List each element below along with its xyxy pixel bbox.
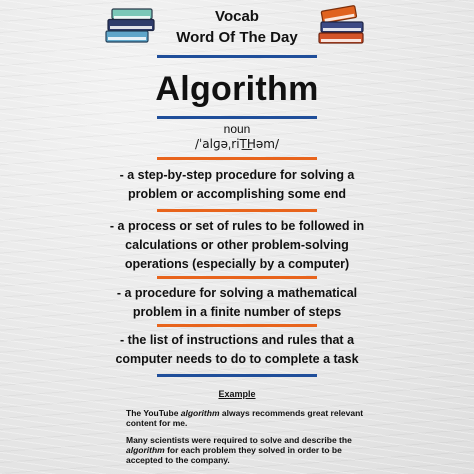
part-of-speech: noun	[223, 122, 251, 136]
definition-line: problem or accomplishing some end	[127, 187, 347, 201]
divider-orange	[157, 276, 317, 279]
example-text: Many scientists were required to solve and describe the	[126, 435, 352, 445]
example-text: for each problem they solved in order to be accepted to the company.	[126, 445, 342, 465]
divider-orange	[157, 324, 317, 327]
header-word-of-the-day: Word Of The Day	[176, 29, 298, 46]
definition-line: - the list of instructions and rules that a	[119, 333, 355, 347]
example-text: always recommends great relevant content for me.	[126, 408, 364, 428]
definition-line: calculations or other problem-solving	[125, 238, 349, 252]
divider-blue	[157, 374, 317, 377]
divider-orange	[157, 209, 317, 212]
pronunciation: /ˈalɡəˌriT͟Həm/	[194, 137, 280, 151]
divider-blue	[157, 55, 317, 58]
definition-line: computer needs to do to complete a task	[115, 352, 359, 366]
header-vocab: Vocab	[215, 8, 259, 25]
definition-line: operations (especially by a computer)	[124, 257, 350, 271]
definition-2	[60, 217, 414, 274]
definition-line: - a process or set of rules to be followed in	[109, 219, 365, 233]
definition-line: problem in a finite number of steps	[132, 305, 342, 319]
definition-3	[60, 284, 414, 322]
example-text: The YouTube	[126, 408, 181, 418]
divider-orange	[157, 157, 317, 160]
example-keyword: algorithm	[126, 445, 165, 455]
definition-line: - a step-by-step procedure for solving a	[119, 168, 355, 182]
example-sentence-1	[126, 408, 366, 428]
word-title: Algorithm	[155, 70, 319, 108]
definition-4	[60, 331, 414, 369]
example-keyword: algorithm	[180, 408, 220, 418]
example-title: Example	[218, 389, 256, 399]
definition-1	[60, 166, 414, 204]
divider-blue	[157, 116, 317, 119]
definition-line: - a procedure for solving a mathematical	[116, 286, 358, 300]
example-sentence-2	[126, 435, 366, 465]
